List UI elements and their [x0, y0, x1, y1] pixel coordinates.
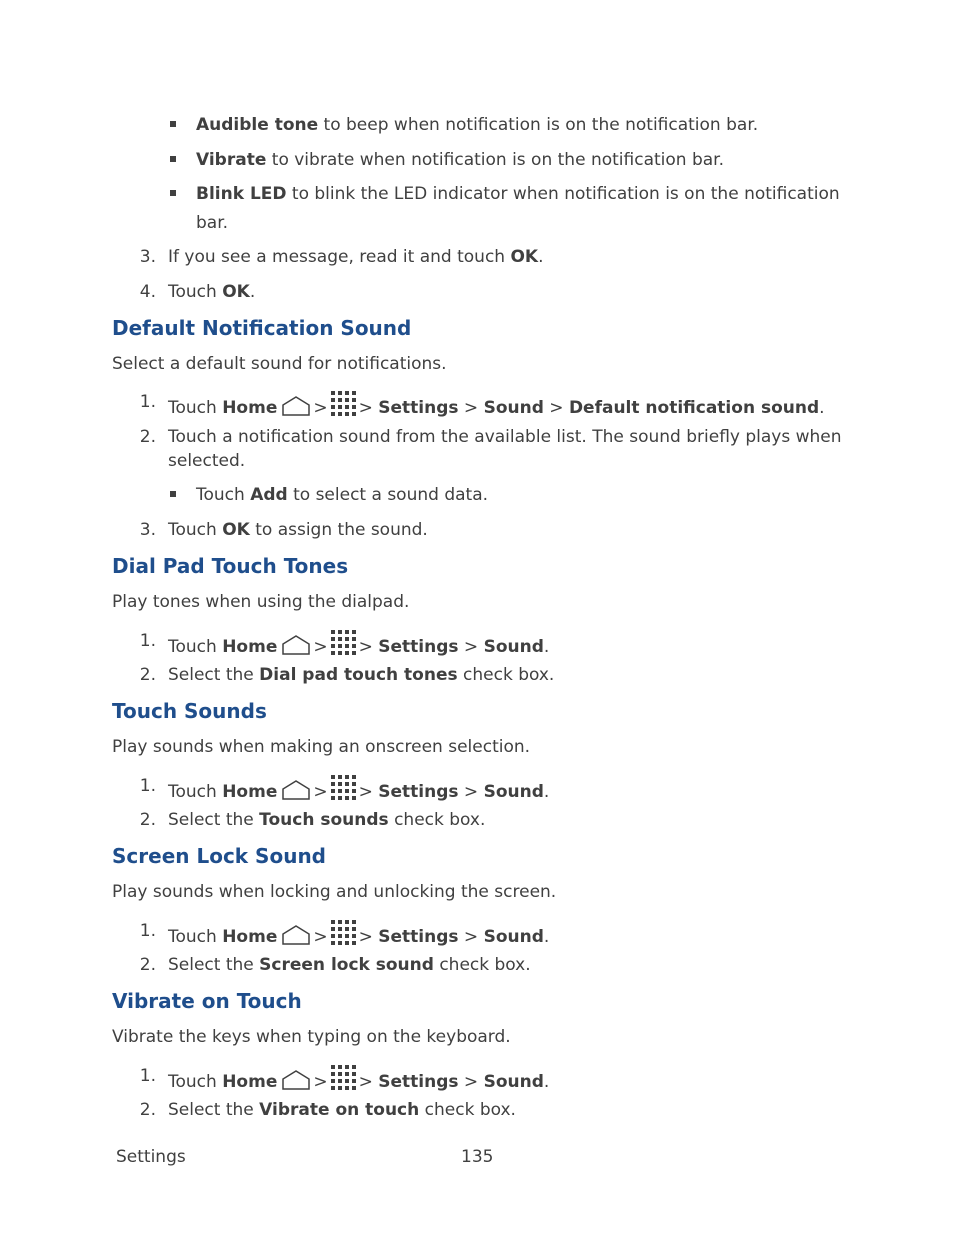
bullet-marker — [170, 156, 176, 162]
step-text: Select the Touch sounds check box. — [168, 810, 486, 830]
bullet-item: Blink LED to blink the LED indicator when notification is on the notification — [196, 184, 840, 204]
section-intro: Vibrate the keys when typing on the keyboard. — [112, 1027, 511, 1047]
step-text: Touch Home > > Settings > Sound. — [168, 629, 549, 659]
step-number: 2. — [139, 1100, 156, 1120]
step-number: 1. — [139, 921, 156, 941]
apps-grid-icon — [330, 390, 357, 417]
bullet-marker — [170, 491, 176, 497]
step-text: Touch OK. — [168, 282, 256, 302]
apps-grid-icon — [330, 1064, 357, 1091]
step-number: 4. — [139, 282, 156, 302]
footer-page-number: 135 — [461, 1147, 494, 1167]
section-heading: Screen Lock Sound — [112, 844, 326, 868]
step-number: 2. — [139, 665, 156, 685]
section-intro: Select a default sound for notifications. — [112, 354, 447, 374]
step-number: 2. — [139, 427, 156, 447]
step-text-continued: selected. — [168, 451, 246, 471]
bullet-item: Touch Add to select a sound data. — [196, 485, 489, 505]
section-heading: Vibrate on Touch — [112, 989, 302, 1013]
step-text: Touch Home > > Settings > Sound. — [168, 919, 549, 949]
bullet-item-continued: bar. — [196, 213, 229, 233]
step-text: Touch OK to assign the sound. — [168, 520, 428, 540]
home-icon — [281, 635, 311, 655]
step-text: If you see a message, read it and touch OK. — [168, 247, 544, 267]
step-number: 2. — [139, 955, 156, 975]
step-number: 3. — [139, 247, 156, 267]
apps-grid-icon — [330, 774, 357, 801]
step-text: Select the Screen lock sound check box. — [168, 955, 531, 975]
home-icon — [281, 1070, 311, 1090]
bullet-item: Audible tone to beep when notification is on the notification bar. — [196, 115, 759, 135]
home-icon — [281, 396, 311, 416]
footer-section-name: Settings — [116, 1147, 186, 1167]
step-text: Select the Dial pad touch tones check box. — [168, 665, 555, 685]
step-text: Touch Home > > Settings > Sound > Default notification sound. — [168, 390, 825, 420]
home-icon — [281, 925, 311, 945]
step-number: 1. — [139, 392, 156, 412]
section-intro: Play sounds when making an onscreen selection. — [112, 737, 531, 757]
step-text: Touch a notification sound from the available list. The sound briefly plays when — [168, 427, 842, 447]
section-intro: Play sounds when locking and unlocking the screen. — [112, 882, 557, 902]
step-text: Touch Home > > Settings > Sound. — [168, 1064, 549, 1094]
step-text: Touch Home > > Settings > Sound. — [168, 774, 549, 804]
step-number: 1. — [139, 1066, 156, 1086]
section-heading: Touch Sounds — [112, 699, 267, 723]
bullet-item: Vibrate to vibrate when notification is on the notification bar. — [196, 150, 724, 170]
section-heading: Dial Pad Touch Tones — [112, 554, 349, 578]
bullet-marker — [170, 121, 176, 127]
step-text: Select the Vibrate on touch check box. — [168, 1100, 516, 1120]
step-number: 2. — [139, 810, 156, 830]
bullet-marker — [170, 190, 176, 196]
home-icon — [281, 780, 311, 800]
step-number: 1. — [139, 776, 156, 796]
step-number: 1. — [139, 631, 156, 651]
apps-grid-icon — [330, 629, 357, 656]
section-heading: Default Notification Sound — [112, 316, 412, 340]
apps-grid-icon — [330, 919, 357, 946]
step-number: 3. — [139, 520, 156, 540]
section-intro: Play tones when using the dialpad. — [112, 592, 410, 612]
